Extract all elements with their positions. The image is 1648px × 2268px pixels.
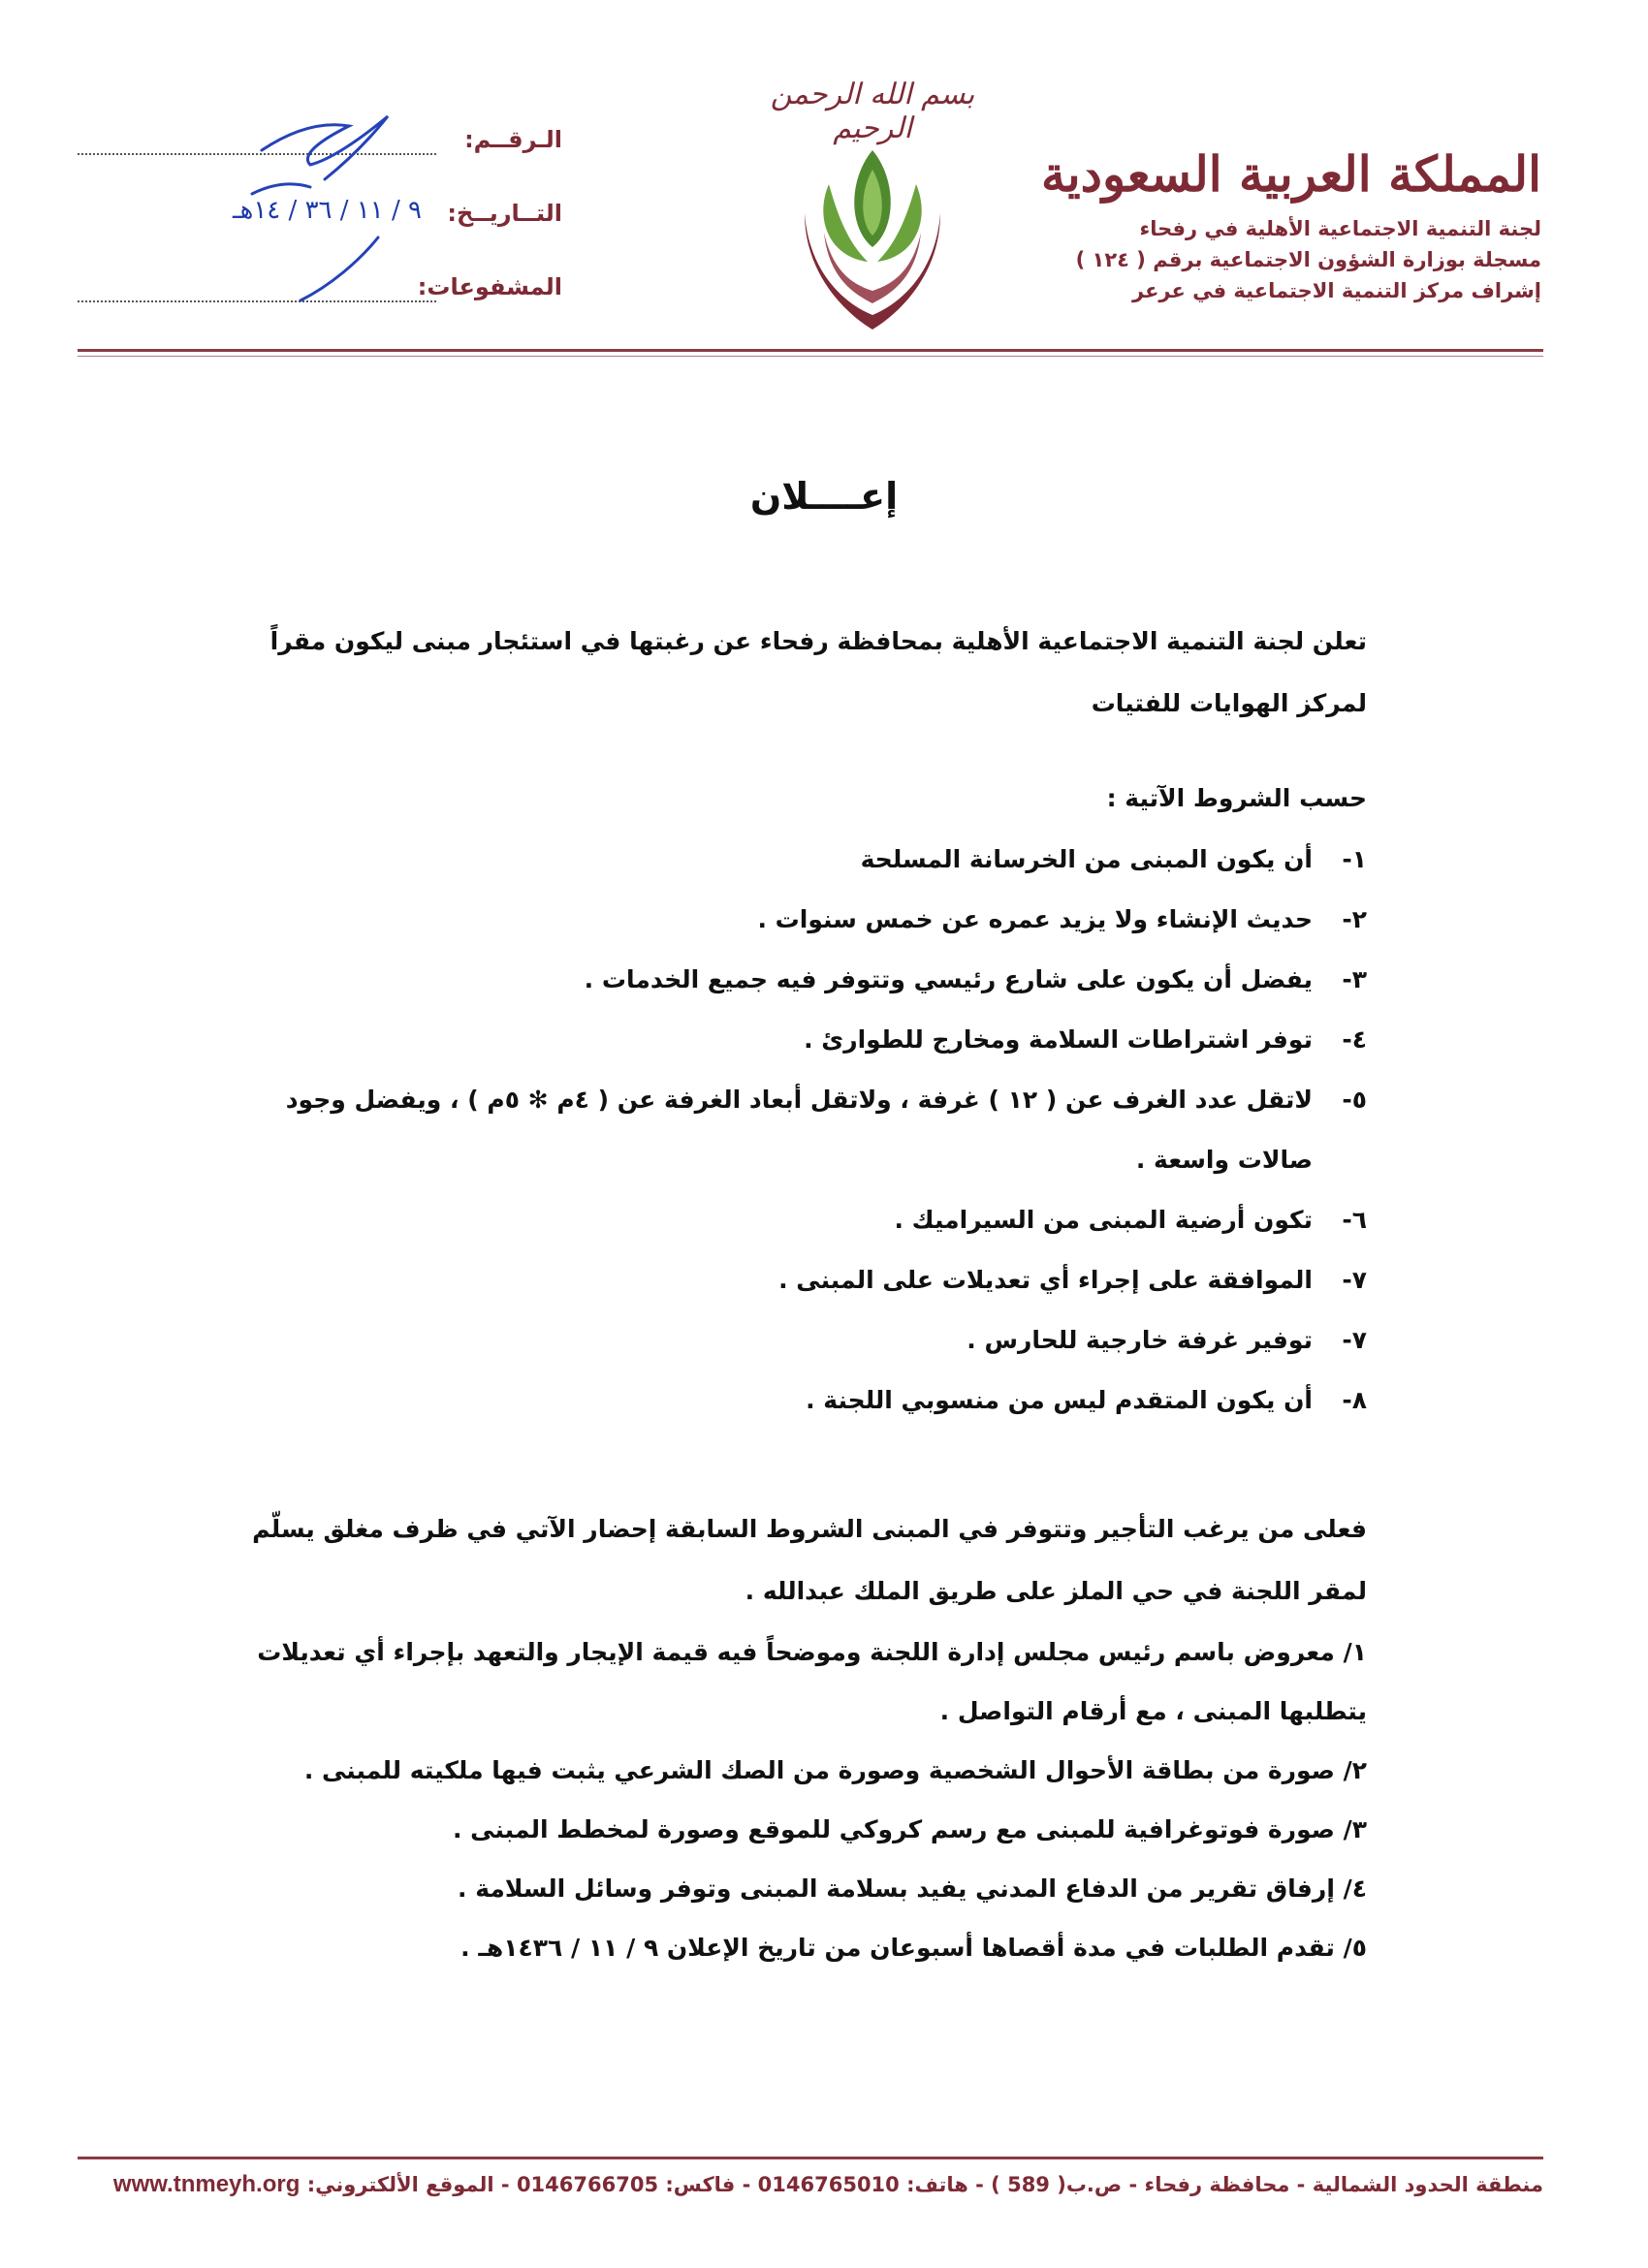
- header-divider-thin: [78, 356, 1543, 357]
- condition-item: [242, 1010, 1367, 1070]
- condition-number: ٧-: [1342, 1266, 1367, 1294]
- condition-text: أن يكون المبنى من الخرسانة المسلحة: [860, 845, 1313, 873]
- org-line-2: مسجلة بوزارة الشؤون الاجتماعية برقم ( ١٢٤ ): [1075, 248, 1541, 271]
- basmala: بسم الله الرحمن الرحيم: [770, 78, 975, 145]
- intro-paragraph: تعلن لجنة التنمية الاجتماعية الأهلية بمحافظة رفحاء عن رغبتها في استئجار مبنى ليكون مقراً لمركز الهوايات للفتيات: [269, 627, 1367, 717]
- condition-item: [242, 1190, 1367, 1250]
- condition-text: توفر اشتراطات السلامة ومخارج للطوارئ .: [804, 1025, 1313, 1054]
- condition-number: ٥-: [1342, 1086, 1367, 1114]
- conditions-heading: حسب الشروط الآتية :: [1106, 784, 1367, 812]
- condition-number: ٤-: [1342, 1025, 1367, 1054]
- handwritten-signature-icon: [233, 92, 427, 315]
- footer-address: منطقة الحدود الشمالية - محافظة رفحاء - ص.ب( 589 ) - هاتف: 0146765010 - فاكس: 0146766705 - الموقع الألكتروني:: [306, 2173, 1543, 2196]
- condition-text: تكون أرضية المبنى من السيراميك .: [894, 1206, 1313, 1234]
- condition-text: أن يكون المتقدم ليس من منسوبي اللجنة .: [806, 1386, 1313, 1414]
- requirement-item: ١/ معروض باسم رئيس مجلس إدارة اللجنة وموضحاً فيه قيمة الإيجار والتعهد بإجراء أي تعديلات يتطلبها المبنى ، مع أرقام التواصل .: [257, 1638, 1367, 1725]
- condition-text: توفير غرفة خارجية للحارس .: [967, 1326, 1313, 1354]
- number-label: الـرقــم:: [464, 126, 562, 153]
- condition-text: حديث الإنشاء ولا يزيد عمره عن خمس سنوات .: [757, 905, 1313, 933]
- attachments-label: المشفوعات:: [417, 273, 562, 300]
- requirement-item: ٣/ صورة فوتوغرافية للمبنى مع رسم كروكي للموقع وصورة لمخطط المبنى .: [452, 1815, 1367, 1843]
- condition-text: يفضل أن يكون على شارع رئيسي وتتوفر فيه جميع الخدمات .: [584, 965, 1313, 993]
- condition-text: الموافقة على إجراء أي تعديلات على المبنى .: [778, 1266, 1313, 1294]
- requirement-item: ٢/ صورة من بطاقة الأحوال الشخصية وصورة من الصك الشرعي يثبت فيها ملكيته للمبنى .: [303, 1756, 1367, 1784]
- org-line-1: لجنة التنمية الاجتماعية الأهلية في رفحاء: [1139, 217, 1541, 240]
- submission-paragraph: فعلى من يرغب التأجير وتتوفر في المبنى الشروط السابقة إحضار الآتي في ظرف مغلق يسلّم لمقر اللجنة في حي الملز على طريق الملك عبدالله .: [252, 1515, 1367, 1605]
- condition-number: ٦-: [1342, 1206, 1367, 1234]
- condition-number: ٣-: [1342, 965, 1367, 993]
- condition-number: ٧-: [1342, 1326, 1367, 1354]
- date-label: التــاريــخ:: [447, 200, 562, 227]
- emblem: [746, 68, 998, 339]
- announcement-body: [242, 611, 1367, 1977]
- requirement-item: ٥/ تقدم الطلبات في مدة أقصاها أسبوعان من تاريخ الإعلان ٩ / ١١ / ١٤٣٦هـ .: [460, 1934, 1367, 1962]
- date-value: ٩ / ١١ / ٣٦ / ١٤هـ: [233, 196, 422, 225]
- announcement-title: إعــــلان: [749, 475, 899, 518]
- condition-text: لاتقل عدد الغرف عن ( ١٢ ) غرفة ، ولاتقل أبعاد الغرفة عن ( ٤م ✻ ٥م ) ، ويفضل وجود صالات واسعة .: [285, 1086, 1313, 1174]
- condition-number: ٨-: [1342, 1386, 1367, 1414]
- org-line-3: إشراف مركز التنمية الاجتماعية في عرعر: [1132, 279, 1541, 302]
- condition-item: [242, 1370, 1367, 1431]
- organization-header: [1037, 136, 1541, 306]
- footer: [78, 2171, 1543, 2198]
- condition-item: [242, 890, 1367, 950]
- committee-logo-icon: [790, 141, 955, 334]
- requirement-item: ٤/ إرفاق تقرير من الدفاع المدني يفيد بسلامة المبنى وتوفر وسائل السلامة .: [458, 1874, 1367, 1903]
- condition-item: [242, 830, 1367, 890]
- condition-item: [242, 1310, 1367, 1370]
- kingdom-name: المملكة العربية السعودية: [1040, 145, 1541, 203]
- condition-item: [242, 950, 1367, 1010]
- condition-number: ٢-: [1342, 905, 1367, 933]
- header-divider: [78, 349, 1543, 352]
- footer-divider: [78, 2157, 1543, 2159]
- website-link[interactable]: www.tnmeyh.org: [112, 2171, 301, 2197]
- condition-number: ١-: [1342, 845, 1367, 873]
- condition-item: [242, 1070, 1367, 1190]
- condition-item: [242, 1250, 1367, 1310]
